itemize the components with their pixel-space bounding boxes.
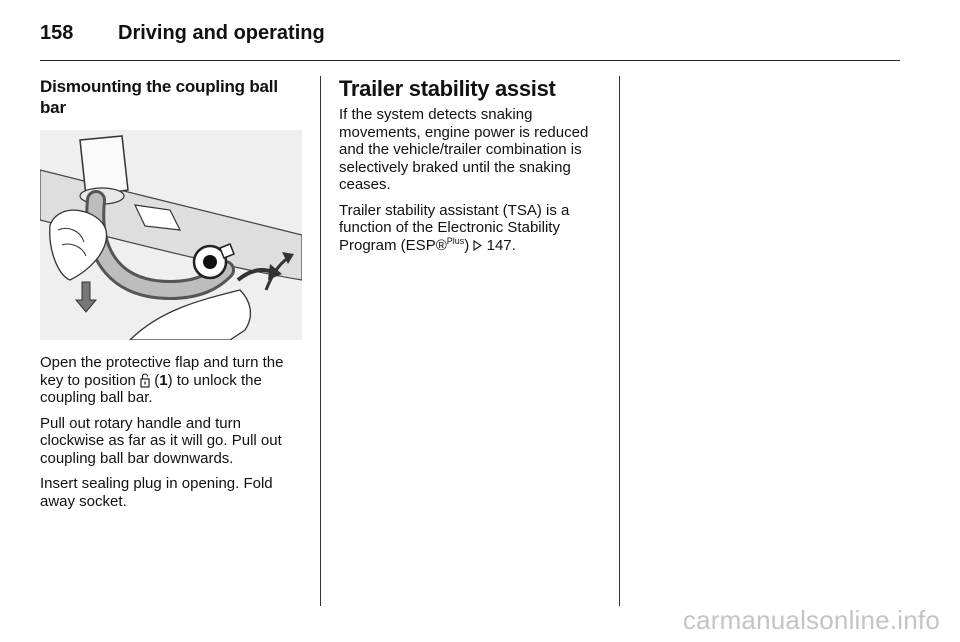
- instruction-paragraph-2: Pull out rotary handle and turn clockwise as far as it will go. Pull out coupling ball bar downwards.: [40, 414, 282, 467]
- page-title: Driving and operating: [118, 22, 325, 44]
- page-header: [40, 18, 900, 58]
- column-divider-right: [619, 76, 620, 606]
- left-column: [40, 76, 304, 518]
- instruction-paragraph-1: Open the protective flap and turn the key to position (1) to unlock the coupling ball bar.: [40, 354, 284, 406]
- watermark-text: carmanualsonline.info: [682, 605, 940, 635]
- tsa-paragraph-1: If the system detects snaking movements, engine power is reduced and the vehicle/trailer combination is selectively braked until the snaking ceases.: [339, 106, 589, 193]
- plus-superscript: Plus: [446, 235, 465, 246]
- tsa-paragraph-2: Trailer stability assistant (TSA) is a function of the Electronic Stability Program (ESP®$^{Plus}$) 147.: [339, 201, 570, 254]
- section-heading-dismounting: Dismounting the coupling ball bar: [40, 77, 278, 117]
- page-number: 158: [40, 22, 74, 44]
- header-divider: [40, 60, 900, 61]
- column-divider-left: [320, 76, 321, 606]
- page-reference[interactable]: 147.: [482, 236, 516, 254]
- position-number: 1: [159, 371, 168, 389]
- coupling-ball-illustration: [40, 130, 302, 340]
- instruction-paragraph-3: Insert sealing plug in opening. Fold away socket.: [40, 475, 273, 510]
- coupling-ball-drawing: [40, 130, 302, 340]
- unlocked-padlock-icon: [140, 373, 150, 388]
- section-heading-trailer-stability: Trailer stability assist: [339, 76, 556, 101]
- right-column: [339, 76, 607, 262]
